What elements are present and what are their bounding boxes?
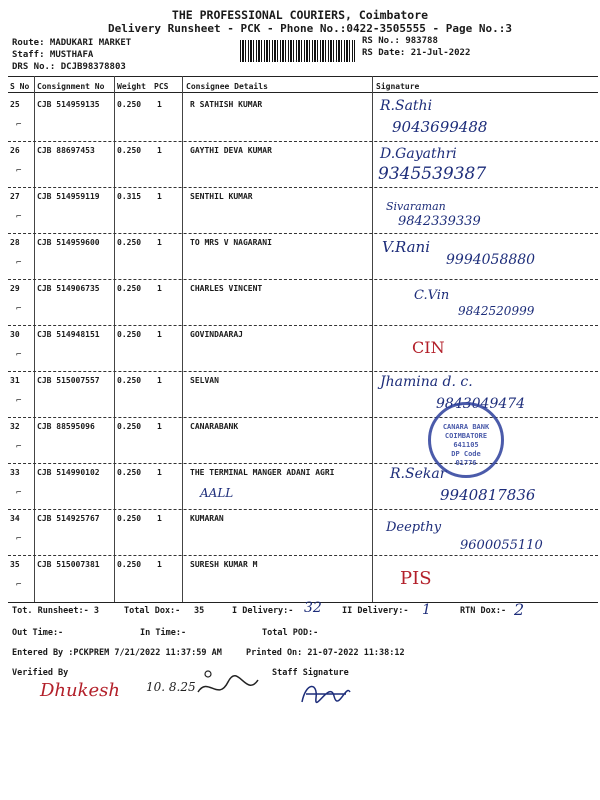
printed-on: Printed On: 21-07-2022 11:38:12: [246, 648, 405, 658]
row-weight: 0.315: [117, 192, 142, 201]
row-consignment: CJB 514959600: [37, 238, 100, 247]
signature-name: Jhamina d. c.: [380, 374, 473, 390]
row-consignee: THE TERMINAL MANGER ADANI AGRI: [190, 468, 335, 477]
signature-name: CIN: [412, 338, 445, 357]
row-sno: 34: [10, 514, 20, 523]
row-consignee: GOVINDAARAJ: [190, 330, 243, 339]
tick-mark: ⌐: [16, 120, 22, 130]
row-weight: 0.250: [117, 560, 142, 569]
tick-mark: ⌐: [16, 396, 22, 406]
row-weight: 0.250: [117, 146, 142, 155]
row-sno: 32: [10, 422, 20, 431]
row-consignment: CJB 514925767: [37, 514, 100, 523]
col-header-consignee: Consignee Details: [186, 82, 268, 91]
signature-phone: 9994058880: [446, 252, 536, 268]
signature-phone: 9842339339: [398, 214, 481, 229]
row-sno: 25: [10, 100, 20, 109]
tot-runsheet: Tot. Runsheet:- 3: [12, 606, 99, 616]
signature-name: R.Sekar: [390, 466, 447, 482]
row-consignee: GAYTHI DEVA KUMAR: [190, 146, 272, 155]
out-time-label: Out Time:-: [12, 628, 64, 638]
signature-phone: 9043699488: [392, 118, 488, 136]
row-consignment: CJB 514990102: [37, 468, 100, 477]
signature-phone: 9940817836: [440, 486, 536, 504]
scribble-signature: [194, 668, 264, 708]
row-weight: 0.250: [117, 514, 142, 523]
row-weight: 0.250: [117, 238, 142, 247]
barcode: [240, 40, 355, 62]
row-weight: 0.250: [117, 468, 142, 477]
handwritten-note: AALL: [200, 486, 234, 500]
row-sno: 30: [10, 330, 20, 339]
table-row: [0, 418, 600, 464]
table-row: [0, 280, 600, 326]
col-header-sno: S No: [10, 82, 30, 91]
row-consignee: SENTHIL KUMAR: [190, 192, 253, 201]
signature-name: R.Sathi: [380, 98, 433, 114]
table-row: [0, 464, 600, 510]
row-consignment: CJB 515007381: [37, 560, 100, 569]
row-pcs: 1: [157, 468, 162, 477]
row-sno: 27: [10, 192, 20, 201]
row-pcs: 1: [157, 330, 162, 339]
col-header-pcs: PCS: [154, 82, 169, 91]
stamp-text: DP Code: [451, 450, 481, 458]
row-pcs: 1: [157, 376, 162, 385]
i-delivery-hand: 32: [304, 600, 322, 616]
signature-name: V.Rani: [382, 238, 431, 256]
total-pod-label: Total POD:-: [262, 628, 319, 638]
row-consignment: CJB 514959135: [37, 100, 100, 109]
row-consignment: CJB 515007557: [37, 376, 100, 385]
row-consignment: CJB 514906735: [37, 284, 100, 293]
row-weight: 0.250: [117, 376, 142, 385]
row-consignee: CHARLES VINCENT: [190, 284, 263, 293]
col-header-signature: Signature: [376, 82, 420, 91]
staff-signature-label: Staff Signature: [272, 668, 349, 678]
in-time-label: In Time:-: [140, 628, 187, 638]
table-row: [0, 510, 600, 556]
verified-by-label: Verified By: [12, 668, 69, 678]
route-label: Route: MADUKARI MARKET: [12, 38, 132, 48]
entered-by: Entered By :PCKPREM 7/21/2022 11:37:59 AM: [12, 648, 222, 658]
table-row: [0, 556, 600, 602]
rtn-dox-hand: 2: [514, 600, 525, 619]
signature-name: Deepthy: [386, 520, 442, 535]
table-row: [0, 326, 600, 372]
row-sno: 28: [10, 238, 20, 247]
stamp-text: 01776: [455, 459, 477, 467]
total-dox-value: 35: [194, 606, 205, 616]
col-header-consignment: Consignment No: [37, 82, 105, 91]
row-weight: 0.250: [117, 422, 142, 431]
runsheet-subtitle: Delivery Runsheet - PCK - Phone No.:0422-3505555 - Page No.:3: [108, 22, 512, 35]
tick-mark: ⌐: [16, 442, 22, 452]
signature-phone: 9345539387: [378, 164, 487, 184]
row-sno: 29: [10, 284, 20, 293]
tick-mark: ⌐: [16, 488, 22, 498]
ii-delivery-hand: 1: [422, 602, 431, 618]
signature-phone: 9843049474: [436, 396, 526, 412]
row-sno: 26: [10, 146, 20, 155]
drs-label: DRS No.: DCJB98378803: [12, 62, 126, 72]
signature-phone: 9600055110: [460, 538, 543, 553]
tick-mark: ⌐: [16, 166, 22, 176]
row-sno: 31: [10, 376, 20, 385]
row-consignment: CJB 88595096: [37, 422, 95, 431]
row-weight: 0.250: [117, 100, 142, 109]
time-handwritten: 10. 8.25: [146, 680, 196, 694]
stamp-text: COIMBATORE: [444, 432, 488, 440]
tick-mark: ⌐: [16, 580, 22, 590]
staff-label: Staff: MUSTHAFA: [12, 50, 94, 60]
bank-stamp: [428, 402, 504, 478]
row-sno: 33: [10, 468, 20, 477]
signature-phone: 9842520999: [458, 304, 535, 318]
table-row: [0, 142, 600, 188]
rs-date-label: RS Date: 21-Jul-2022: [362, 48, 471, 58]
table-header-line: [8, 92, 598, 93]
signature-name: Sivaraman: [386, 200, 446, 213]
table-row: [0, 234, 600, 280]
verified-signature: Dhukesh: [40, 680, 121, 701]
row-pcs: 1: [157, 238, 162, 247]
row-sno: 35: [10, 560, 20, 569]
row-consignment: CJB 514959119: [37, 192, 100, 201]
rtn-dox-label: RTN Dox:-: [460, 606, 507, 616]
table-row: [0, 372, 600, 418]
signature-name: C.Vin: [414, 288, 450, 303]
row-weight: 0.250: [117, 330, 142, 339]
total-dox-label: Total Dox:-: [124, 606, 181, 616]
row-consignee: SURESH KUMAR M: [190, 560, 258, 569]
signature-name: D.Gayathri: [380, 146, 457, 162]
tick-mark: ⌐: [16, 258, 22, 268]
ii-delivery-label: II Delivery:-: [342, 606, 409, 616]
row-pcs: 1: [157, 514, 162, 523]
row-pcs: 1: [157, 284, 162, 293]
staff-signature-mark: [296, 676, 356, 710]
row-consignee: TO MRS V NAGARANI: [190, 238, 272, 247]
stamp-text: CANARA BANK: [442, 423, 490, 431]
table-row: [0, 188, 600, 234]
signature-name: PIS: [400, 568, 432, 589]
row-consignment: CJB 514948151: [37, 330, 100, 339]
tick-mark: ⌐: [16, 350, 22, 360]
table-row: [0, 96, 600, 142]
row-consignee: CANARABANK: [190, 422, 239, 431]
stamp-text: 641105: [453, 441, 479, 449]
tick-mark: ⌐: [16, 212, 22, 222]
row-consignee: R SATHISH KUMAR: [190, 100, 263, 109]
company-title: THE PROFESSIONAL COURIERS, Coimbatore: [171, 8, 429, 22]
tick-mark: ⌐: [16, 304, 22, 314]
rs-no-label: RS No.: 983788: [362, 36, 438, 46]
row-consignee: KUMARAN: [190, 514, 224, 523]
row-weight: 0.250: [117, 284, 142, 293]
row-pcs: 1: [157, 422, 162, 431]
table-top-line: [8, 76, 598, 77]
i-delivery-label: I Delivery:-: [232, 606, 294, 616]
col-header-weight: Weight: [117, 82, 146, 91]
row-pcs: 1: [157, 192, 162, 201]
tick-mark: ⌐: [16, 534, 22, 544]
row-pcs: 1: [157, 100, 162, 109]
row-consignee: SELVAN: [190, 376, 219, 385]
row-pcs: 1: [157, 560, 162, 569]
table-bottom-line: [8, 602, 598, 603]
row-pcs: 1: [157, 146, 162, 155]
row-consignment: CJB 88697453: [37, 146, 95, 155]
